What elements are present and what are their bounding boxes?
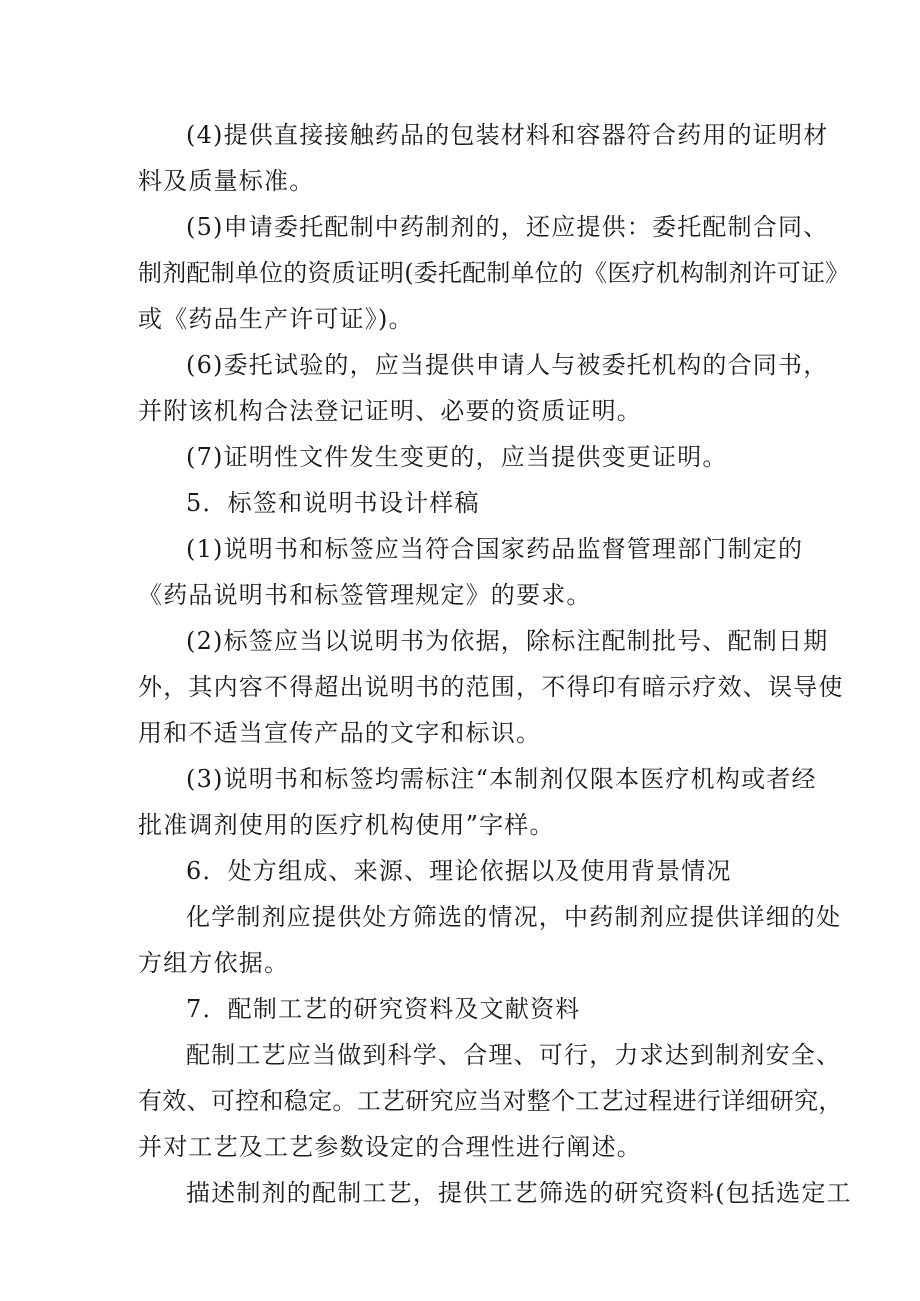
text-line-item-6-cont: 并附该机构合法登记证明、必要的资质证明。 <box>138 397 642 425</box>
text-line-item-7: (7)证明性文件发生变更的，应当提供变更证明。 <box>186 443 728 471</box>
text-line-item-4-cont: 料及质量标准。 <box>138 167 315 195</box>
text-line-sec7-para-1-end: 并对工艺及工艺参数设定的合理性进行阐述。 <box>138 1133 642 1161</box>
text-line-sec5-item-1-cont: 《药品说明书和标签管理规定》的要求。 <box>138 581 592 609</box>
text-line-sec5-item-2-cont: 外，其内容不得超出说明书的范围，不得印有暗示疗效、误导使 <box>138 673 844 701</box>
text-line-sec6-para: 化学制剂应提供处方筛选的情况，中药制剂应提供详细的处 <box>186 903 842 931</box>
text-line-sec6-para-cont: 方组方依据。 <box>138 949 290 977</box>
text-line-sec5-item-1: (1)说明书和标签应当符合国家药品监督管理部门制定的 <box>186 535 804 563</box>
text-line-sec5-item-3: (3)说明书和标签均需标注“本制剂仅限本医疗机构或者经 <box>186 765 817 793</box>
text-line-item-6: (6)委托试验的，应当提供申请人与被委托机构的合同书， <box>186 351 829 379</box>
section-heading-5: 5．标签和说明书设计样稿 <box>186 489 480 517</box>
text-line-item-5-cont: 制剂配制单位的资质证明(委托配制单位的《医疗机构制剂许可证》 <box>138 259 850 287</box>
text-line-sec5-item-2: (2)标签应当以说明书为依据，除标注配制批号、配制日期 <box>186 627 829 655</box>
text-line-sec7-para-1: 配制工艺应当做到科学、合理、可行，力求达到制剂安全、 <box>186 1041 842 1069</box>
text-line-sec7-para-1-cont: 有效、可控和稳定。工艺研究应当对整个工艺过程进行详细研究， <box>138 1087 843 1115</box>
section-heading-7: 7．配制工艺的研究资料及文献资料 <box>186 995 581 1023</box>
text-line-sec5-item-3-cont: 批准调剂使用的医疗机构使用”字样。 <box>138 811 555 839</box>
text-line-item-5-end: 或《药品生产许可证》)。 <box>138 305 414 333</box>
text-line-item-5: (5)申请委托配制中药制剂的，还应提供：委托配制合同、 <box>186 213 829 241</box>
text-line-item-4: (4)提供直接接触药品的包装材料和容器符合药用的证明材 <box>186 121 829 149</box>
text-line-sec7-para-2: 描述制剂的配制工艺，提供工艺筛选的研究资料(包括选定工 <box>186 1179 852 1207</box>
section-heading-6: 6．处方组成、来源、理论依据以及使用背景情况 <box>186 857 732 885</box>
text-line-sec5-item-2-end: 用和不适当宣传产品的文字和标识。 <box>138 719 542 747</box>
